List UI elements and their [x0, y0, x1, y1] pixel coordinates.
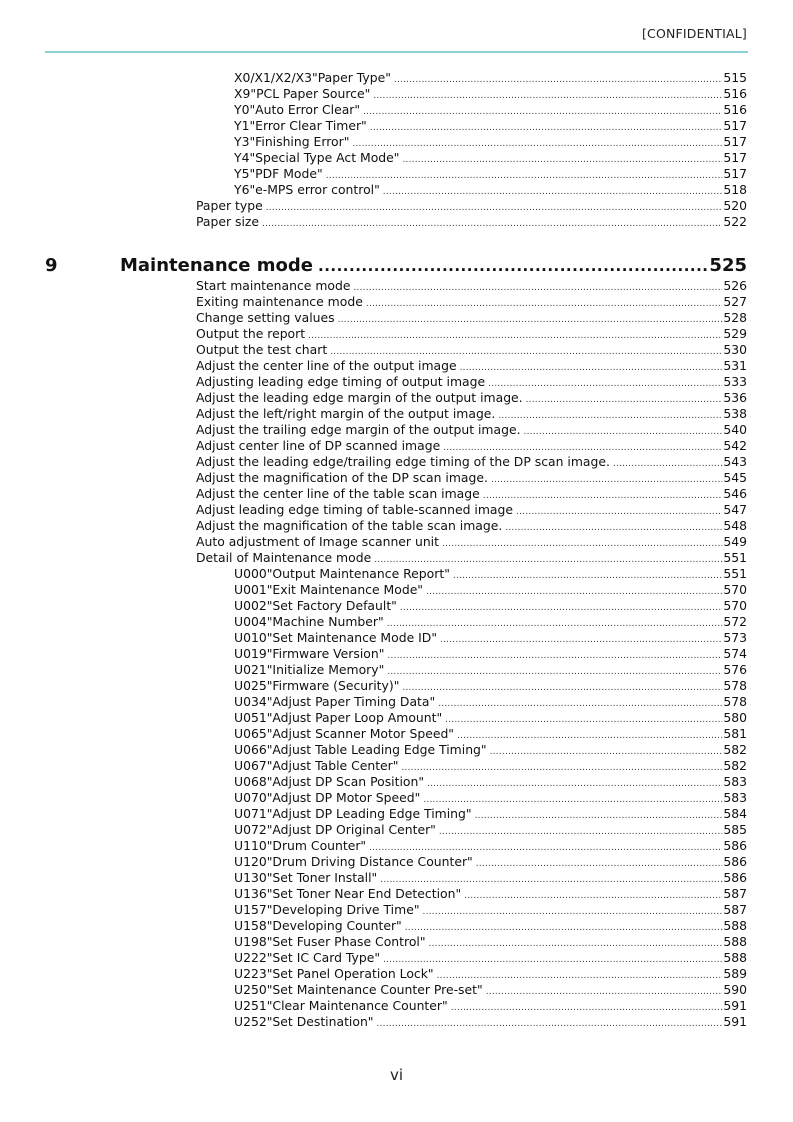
toc-entry-page: 530	[723, 342, 747, 357]
toc-entry-page: 590	[723, 982, 747, 997]
dot-leader	[262, 216, 722, 232]
toc-entry-page: 543	[723, 454, 747, 469]
toc-entry[interactable]	[234, 998, 747, 1014]
toc-entry[interactable]	[196, 278, 747, 294]
toc-entry[interactable]	[234, 134, 747, 150]
toc-entry[interactable]	[234, 982, 747, 998]
toc-entry-page: 591	[723, 998, 747, 1013]
toc-entry-title: Y0"Auto Error Clear"	[234, 102, 361, 117]
toc-entry[interactable]	[196, 518, 747, 534]
toc-entry-page: 522	[723, 214, 747, 229]
toc-entry[interactable]	[196, 214, 747, 230]
toc-entry[interactable]	[196, 294, 747, 310]
toc-entry-title: Adjust the leading edge margin of the output image.	[196, 390, 523, 405]
toc-entry[interactable]	[234, 870, 747, 886]
toc-entry-title: U034"Adjust Paper Timing Data"	[234, 694, 436, 709]
toc-entry-page: 587	[723, 886, 747, 901]
toc-entry-title: Y6"e-MPS error control"	[234, 182, 380, 197]
toc-entry-title: U021"Initialize Memory"	[234, 662, 385, 677]
toc-entry-page: 546	[723, 486, 747, 501]
toc-entry-page: 517	[723, 150, 747, 165]
toc-entry-title: U072"Adjust DP Original Center"	[234, 822, 436, 837]
toc-entry[interactable]	[234, 790, 747, 806]
toc-entry-page: 586	[723, 870, 747, 885]
toc-entry[interactable]	[234, 1014, 747, 1030]
toc-entry-title: Start maintenance mode	[196, 278, 351, 293]
toc-entry-page: 587	[723, 902, 747, 917]
toc-entry-title: U157"Developing Drive Time"	[234, 902, 420, 917]
chapter-page: 525	[709, 255, 747, 276]
toc-entry-title: Exiting maintenance mode	[196, 294, 363, 309]
toc-entry[interactable]	[234, 710, 747, 726]
toc-entry-title: Adjust center line of DP scanned image	[196, 438, 441, 453]
toc-entry-title: Adjusting leading edge timing of output image	[196, 374, 486, 389]
header-rule	[45, 51, 748, 53]
toc-entry-page: 520	[723, 198, 747, 213]
toc-entry[interactable]	[196, 390, 747, 406]
toc-entry-page: 549	[723, 534, 747, 549]
toc-entry-title: Auto adjustment of Image scanner unit	[196, 534, 439, 549]
toc-entry[interactable]	[196, 198, 747, 214]
toc-entry-page: 583	[723, 774, 747, 789]
toc-entry-title: Change setting values	[196, 310, 335, 325]
toc-entry-title: U067"Adjust Table Center"	[234, 758, 399, 773]
toc-entry-title: Adjust the magnification of the DP scan image.	[196, 470, 488, 485]
toc-entry-title: Y5"PDF Mode"	[234, 166, 323, 181]
toc-entry[interactable]	[196, 470, 747, 486]
chapter-title: Maintenance mode	[120, 255, 313, 276]
toc-entry-title: U010"Set Maintenance Mode ID"	[234, 630, 438, 645]
toc-entry[interactable]	[196, 422, 747, 438]
toc-entry-page: 586	[723, 854, 747, 869]
toc-entry-title: X9"PCL Paper Source"	[234, 86, 371, 101]
toc-entry-title: Y3"Finishing Error"	[234, 134, 350, 149]
toc-entry-title: U000"Output Maintenance Report"	[234, 566, 450, 581]
toc-entry-page: 589	[723, 966, 747, 981]
toc-entry-page: 586	[723, 838, 747, 853]
toc-entry-page: 545	[723, 470, 747, 485]
toc-entry-page: 573	[723, 630, 747, 645]
toc-entry[interactable]	[234, 950, 747, 966]
toc-entry-page: 538	[723, 406, 747, 421]
toc-entry-page: 548	[723, 518, 747, 533]
toc-entry[interactable]	[234, 70, 747, 86]
toc-entry[interactable]	[234, 182, 747, 198]
toc-entry[interactable]	[196, 534, 747, 550]
toc-entry-page: 517	[723, 134, 747, 149]
toc-entry-title: Y4"Special Type Act Mode"	[234, 150, 400, 165]
toc-entry[interactable]	[234, 86, 747, 102]
toc-entry-page: 540	[723, 422, 747, 437]
toc-entry[interactable]	[234, 102, 747, 118]
toc-entry[interactable]	[234, 678, 747, 694]
toc-entry-page: 578	[723, 694, 747, 709]
toc-entry-title: U130"Set Toner Install"	[234, 870, 378, 885]
toc-entry[interactable]	[196, 406, 747, 422]
toc-entry-title: U065"Adjust Scanner Motor Speed"	[234, 726, 455, 741]
toc-entry[interactable]	[234, 630, 747, 646]
toc-entry[interactable]	[196, 310, 747, 326]
toc-entry-page: 533	[723, 374, 747, 389]
toc-entry[interactable]	[234, 166, 747, 182]
toc-entry-page: 515	[723, 70, 747, 85]
toc-entry[interactable]	[196, 374, 747, 390]
toc-entry[interactable]	[234, 742, 747, 758]
toc-entry-title: U198"Set Fuser Phase Control"	[234, 934, 426, 949]
toc-entry-page: 588	[723, 934, 747, 949]
toc-entry-title: Adjust the left/right margin of the output image.	[196, 406, 496, 421]
toc-entry-title: U004"Machine Number"	[234, 614, 384, 629]
toc-entry-page: 588	[723, 918, 747, 933]
toc-entry-title: U222"Set IC Card Type"	[234, 950, 381, 965]
toc-entry-title: Adjust the trailing edge margin of the output image.	[196, 422, 521, 437]
toc-entry-page: 527	[723, 294, 747, 309]
dot-leader	[318, 254, 707, 278]
toc-entry-page: 517	[723, 118, 747, 133]
toc-entry[interactable]	[234, 934, 747, 950]
toc-entry-title: Paper size	[196, 214, 260, 229]
toc-entry-page: 578	[723, 678, 747, 693]
toc-entry[interactable]	[234, 566, 747, 582]
toc-entry-title: Adjust the magnification of the table scan image.	[196, 518, 503, 533]
toc-entry-title: Y1"Error Clear Timer"	[234, 118, 367, 133]
toc-entry[interactable]	[234, 614, 747, 630]
toc-entry-title: U066"Adjust Table Leading Edge Timing"	[234, 742, 487, 757]
toc-entry-title: U002"Set Factory Default"	[234, 598, 397, 613]
toc-entry-page: 551	[723, 550, 747, 565]
toc-entry-page: 529	[723, 326, 747, 341]
toc-entry-page: 588	[723, 950, 747, 965]
toc-entry-page: 582	[723, 758, 747, 773]
page-number: vi	[389, 1066, 404, 1084]
toc-entry-title: U251"Clear Maintenance Counter"	[234, 998, 448, 1013]
toc-entry[interactable]	[234, 966, 747, 982]
toc-entry[interactable]	[234, 598, 747, 614]
toc-entry[interactable]	[234, 918, 747, 934]
toc-entry-page: 516	[723, 102, 747, 117]
toc-entry-title: Output the report	[196, 326, 306, 341]
toc-entry-page: 542	[723, 438, 747, 453]
toc-entry[interactable]	[234, 646, 747, 662]
toc-entry-title: Adjust the center line of the output image	[196, 358, 457, 373]
toc-entry-page: 518	[723, 182, 747, 197]
toc-entry-page: 591	[723, 1014, 747, 1029]
toc-entry-page: 584	[723, 806, 747, 821]
toc-entry-page: 526	[723, 278, 747, 293]
toc-entry-page: 531	[723, 358, 747, 373]
toc-entry-page: 547	[723, 502, 747, 517]
toc-entry[interactable]	[234, 806, 747, 822]
toc-entry-page: 551	[723, 566, 747, 581]
toc-entry-page: 572	[723, 614, 747, 629]
toc-entry-title: U001"Exit Maintenance Mode"	[234, 582, 424, 597]
toc-entry-page: 580	[723, 710, 747, 725]
toc-entry-title: U158"Developing Counter"	[234, 918, 402, 933]
toc-entry[interactable]	[196, 358, 747, 374]
toc-entry-title: U019"Firmware Version"	[234, 646, 385, 661]
toc-entry-page: 576	[723, 662, 747, 677]
toc-entry[interactable]	[234, 902, 747, 918]
toc-entry-title: U051"Adjust Paper Loop Amount"	[234, 710, 443, 725]
toc-entry[interactable]	[196, 326, 747, 342]
toc-entry-title: U068"Adjust DP Scan Position"	[234, 774, 425, 789]
toc-entry[interactable]	[234, 758, 747, 774]
toc-entry[interactable]	[234, 822, 747, 838]
toc-entry-page: 536	[723, 390, 747, 405]
toc-entry[interactable]	[196, 438, 747, 454]
toc-entry-page: 570	[723, 598, 747, 613]
toc-entry[interactable]	[196, 486, 747, 502]
toc-entry-title: U025"Firmware (Security)"	[234, 678, 400, 693]
toc-entry-page: 583	[723, 790, 747, 805]
toc-entry-page: 581	[723, 726, 747, 741]
toc-entry-page: 516	[723, 86, 747, 101]
toc-entry-title: U070"Adjust DP Motor Speed"	[234, 790, 421, 805]
toc-entry-page: 574	[723, 646, 747, 661]
toc-entry-title: Paper type	[196, 198, 263, 213]
chapter-heading[interactable]	[45, 254, 747, 278]
toc-entry-page: 585	[723, 822, 747, 837]
toc-entry[interactable]	[234, 150, 747, 166]
toc-entry-title: X0/X1/X2/X3"Paper Type"	[234, 70, 391, 85]
toc-entry-page: 528	[723, 310, 747, 325]
toc-entry-page: 570	[723, 582, 747, 597]
toc-entry-title: U136"Set Toner Near End Detection"	[234, 886, 462, 901]
toc-entry-title: Detail of Maintenance mode	[196, 550, 372, 565]
toc-entry-title: U252"Set Destination"	[234, 1014, 374, 1029]
toc-entry[interactable]	[196, 502, 747, 518]
toc-entry[interactable]	[234, 694, 747, 710]
toc-entry-title: U110"Drum Counter"	[234, 838, 367, 853]
toc-entry-title: U120"Drum Driving Distance Counter"	[234, 854, 473, 869]
toc-entry-title: Adjust the center line of the table scan image	[196, 486, 480, 501]
toc-entry[interactable]	[196, 550, 747, 566]
toc-entry-title: U223"Set Panel Operation Lock"	[234, 966, 434, 981]
toc-entry-title: Adjust the leading edge/trailing edge timing of the DP scan image.	[196, 454, 610, 469]
dot-leader	[377, 1016, 723, 1032]
toc-entry[interactable]	[234, 726, 747, 742]
toc-entry-page: 517	[723, 166, 747, 181]
toc-entry-page: 582	[723, 742, 747, 757]
toc-entry[interactable]	[234, 886, 747, 902]
toc-entry-title: Adjust leading edge timing of table-scanned image	[196, 502, 514, 517]
toc-entry[interactable]	[234, 582, 747, 598]
toc-entry[interactable]	[234, 118, 747, 134]
toc-entry[interactable]	[234, 838, 747, 854]
chapter-number: 9	[45, 255, 58, 276]
toc-entry-title: U250"Set Maintenance Counter Pre-set"	[234, 982, 483, 997]
toc-entry-title: U071"Adjust DP Leading Edge Timing"	[234, 806, 472, 821]
toc-entry[interactable]	[234, 774, 747, 790]
page-header: [CONFIDENTIAL]	[641, 26, 747, 41]
toc-entry[interactable]	[234, 854, 747, 870]
toc-entry[interactable]	[196, 454, 747, 470]
toc-entry[interactable]	[196, 342, 747, 358]
toc-entry[interactable]	[234, 662, 747, 678]
toc-entry-title: Output the test chart	[196, 342, 328, 357]
